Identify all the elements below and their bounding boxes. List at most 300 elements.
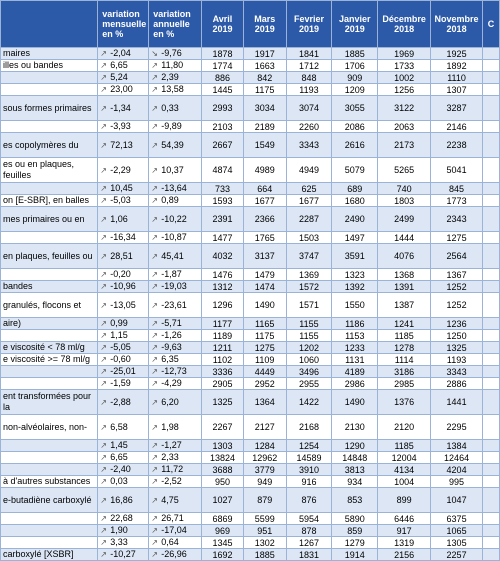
variation-mensuelle-cell — [98, 366, 149, 378]
header-month: Mars 2019 — [243, 1, 286, 48]
variation-value: 23,00 — [110, 84, 133, 94]
row-label: e-butadiène carboxylé — [1, 488, 98, 513]
variation-value: -12,73 — [161, 366, 187, 376]
cut-cell — [483, 269, 500, 281]
row-label — [1, 84, 98, 96]
cut-cell — [483, 244, 500, 269]
variation-value: -9,63 — [161, 342, 182, 352]
variation-mensuelle-cell — [98, 158, 149, 183]
row-label — [1, 378, 98, 390]
cut-cell — [483, 342, 500, 354]
trend-arrow-icon: ↗ — [100, 550, 107, 559]
value-cell: 1296 — [202, 293, 244, 318]
value-cell: 3813 — [332, 464, 378, 476]
value-cell: 2667 — [202, 133, 244, 158]
value-cell: 1692 — [202, 549, 244, 561]
value-cell: 1831 — [286, 549, 332, 561]
variation-value: -1,87 — [161, 269, 182, 279]
value-cell: 1677 — [286, 195, 332, 207]
value-cell: 1490 — [332, 390, 378, 415]
value-cell: 1476 — [202, 269, 244, 281]
table-row — [1, 537, 500, 549]
cut-cell — [483, 464, 500, 476]
variation-value: -1,26 — [161, 330, 182, 340]
trend-arrow-icon: ↗ — [100, 367, 107, 376]
value-cell: 1252 — [431, 281, 483, 293]
row-label: e viscosité >= 78 ml/g — [1, 354, 98, 366]
variation-value: 6,20 — [161, 396, 179, 407]
variation-annuelle-cell — [149, 244, 202, 269]
value-cell: 1211 — [202, 342, 244, 354]
variation-value: -10,22 — [161, 213, 187, 224]
value-cell: 2260 — [286, 121, 332, 133]
value-cell: 1917 — [243, 48, 286, 60]
variation-value: 72,13 — [110, 139, 133, 150]
variation-value: 1,15 — [110, 330, 128, 340]
header-month: Avril 2019 — [202, 1, 244, 48]
value-cell: 1193 — [286, 84, 332, 96]
value-cell: 2564 — [431, 244, 483, 269]
variation-annuelle-cell — [149, 84, 202, 96]
variation-value: 1,98 — [161, 421, 179, 432]
variation-annuelle-cell — [149, 342, 202, 354]
value-cell: 1549 — [243, 133, 286, 158]
variation-annuelle-cell — [149, 330, 202, 342]
value-cell: 1323 — [332, 269, 378, 281]
trend-arrow-icon: ↗ — [100, 379, 107, 388]
table-row — [1, 330, 500, 342]
table-body — [1, 48, 500, 561]
value-cell: 1914 — [332, 549, 378, 561]
trend-arrow-icon: ↗ — [100, 319, 107, 328]
header-variation-mensuelle: variation mensuelle en % — [98, 1, 149, 48]
value-cell: 2103 — [202, 121, 244, 133]
trend-arrow-icon: ↗ — [100, 477, 107, 486]
value-cell: 1593 — [202, 195, 244, 207]
value-cell: 3055 — [332, 96, 378, 121]
variation-value: -5,05 — [110, 342, 131, 352]
table-row — [1, 207, 500, 232]
value-cell: 934 — [332, 476, 378, 488]
value-cell: 2130 — [332, 415, 378, 440]
value-cell: 1392 — [332, 281, 378, 293]
value-cell: 1663 — [243, 60, 286, 72]
cut-cell — [483, 354, 500, 366]
value-cell: 3343 — [431, 366, 483, 378]
table-row — [1, 549, 500, 561]
table-row — [1, 354, 500, 366]
variation-value: -9,76 — [161, 48, 182, 58]
cut-cell — [483, 96, 500, 121]
value-cell: 3122 — [378, 96, 431, 121]
row-label — [1, 269, 98, 281]
row-label — [1, 464, 98, 476]
variation-value: -0,60 — [110, 354, 131, 364]
variation-value: 1,90 — [110, 525, 128, 535]
table-row — [1, 415, 500, 440]
value-cell: 1364 — [243, 390, 286, 415]
variation-value: 13,58 — [161, 84, 184, 94]
variation-value: 0,03 — [110, 476, 128, 486]
value-cell: 2120 — [378, 415, 431, 440]
value-cell: 14589 — [286, 452, 332, 464]
value-cell: 1279 — [332, 537, 378, 549]
variation-annuelle-cell — [149, 183, 202, 195]
value-cell: 2257 — [431, 549, 483, 561]
row-label: ent transformées pour la — [1, 390, 98, 415]
table-row — [1, 158, 500, 183]
row-label: es ou en plaques, feuilles — [1, 158, 98, 183]
variation-annuelle-cell — [149, 476, 202, 488]
row-label — [1, 440, 98, 452]
table-row — [1, 378, 500, 390]
value-cell: 3287 — [431, 96, 483, 121]
variation-annuelle-cell — [149, 281, 202, 293]
variation-annuelle-cell — [149, 207, 202, 232]
cut-cell — [483, 318, 500, 330]
variation-value: -10,27 — [110, 549, 136, 559]
value-cell: 1256 — [378, 84, 431, 96]
trend-arrow-icon: ↗ — [151, 465, 158, 474]
trend-arrow-icon: ↗ — [151, 526, 158, 535]
trend-arrow-icon: ↗ — [100, 397, 107, 407]
table-row — [1, 244, 500, 269]
value-cell: 1706 — [332, 60, 378, 72]
value-cell: 1445 — [202, 84, 244, 96]
value-cell: 1841 — [286, 48, 332, 60]
value-cell: 1278 — [378, 342, 431, 354]
value-cell: 1102 — [202, 354, 244, 366]
variation-value: 6,65 — [110, 452, 128, 462]
value-cell: 1369 — [286, 269, 332, 281]
variation-mensuelle-cell — [98, 378, 149, 390]
trend-arrow-icon: ↗ — [151, 453, 158, 462]
cut-cell — [483, 440, 500, 452]
row-label: sous formes primaires — [1, 96, 98, 121]
row-label — [1, 513, 98, 525]
trend-arrow-icon: ↗ — [100, 526, 107, 535]
value-cell: 1677 — [243, 195, 286, 207]
value-cell: 1185 — [378, 440, 431, 452]
variation-annuelle-cell — [149, 452, 202, 464]
variation-value: -1,59 — [110, 378, 131, 388]
table-row — [1, 293, 500, 318]
variation-value: -2,29 — [110, 164, 131, 175]
variation-value: 11,72 — [161, 464, 184, 474]
cut-cell — [483, 549, 500, 561]
row-label: bandes — [1, 281, 98, 293]
value-cell: 1307 — [431, 84, 483, 96]
trend-arrow-icon: ↗ — [100, 196, 107, 205]
row-label: es copolymères du — [1, 133, 98, 158]
trend-arrow-icon: ↗ — [151, 282, 158, 291]
variation-mensuelle-cell — [98, 133, 149, 158]
row-label: non-alvéolaires, non- — [1, 415, 98, 440]
variation-annuelle-cell — [149, 195, 202, 207]
value-cell: 1305 — [431, 537, 483, 549]
trend-arrow-icon: ↗ — [151, 550, 158, 559]
value-cell: 1027 — [202, 488, 244, 513]
cut-cell — [483, 488, 500, 513]
table-row — [1, 72, 500, 84]
variation-mensuelle-cell — [98, 195, 149, 207]
trend-arrow-icon: ↗ — [151, 73, 158, 82]
value-cell: 1155 — [286, 318, 332, 330]
value-cell: 2267 — [202, 415, 244, 440]
value-cell: 1680 — [332, 195, 378, 207]
variation-value: 2,33 — [161, 452, 179, 462]
trend-arrow-icon: ↗ — [151, 251, 158, 261]
value-cell: 1110 — [431, 72, 483, 84]
variation-annuelle-cell — [149, 415, 202, 440]
cut-cell — [483, 452, 500, 464]
variation-value: -2,40 — [110, 464, 131, 474]
variation-value: 6,58 — [110, 421, 128, 432]
table-row — [1, 342, 500, 354]
value-cell: 1250 — [431, 330, 483, 342]
value-cell: 1060 — [286, 354, 332, 366]
value-cell: 13824 — [202, 452, 244, 464]
value-cell: 5890 — [332, 513, 378, 525]
value-cell: 879 — [243, 488, 286, 513]
value-cell: 1712 — [286, 60, 332, 72]
value-cell: 3496 — [286, 366, 332, 378]
value-cell: 4949 — [286, 158, 332, 183]
value-cell: 1131 — [332, 354, 378, 366]
value-cell: 5599 — [243, 513, 286, 525]
row-label: carboxylé [XSBR] — [1, 549, 98, 561]
value-cell: 1065 — [431, 525, 483, 537]
cut-cell — [483, 330, 500, 342]
table-row — [1, 121, 500, 133]
trend-arrow-icon: ↗ — [100, 140, 107, 150]
value-cell: 2086 — [332, 121, 378, 133]
value-cell: 1004 — [378, 476, 431, 488]
row-label: e viscosité < 78 ml/g — [1, 342, 98, 354]
value-cell: 2499 — [378, 207, 431, 232]
trend-arrow-icon: ↗ — [100, 300, 107, 310]
table-row — [1, 133, 500, 158]
value-cell: 2127 — [243, 415, 286, 440]
variation-mensuelle-cell — [98, 269, 149, 281]
value-cell: 2952 — [243, 378, 286, 390]
variation-value: 0,64 — [161, 537, 179, 547]
variation-mensuelle-cell — [98, 96, 149, 121]
cut-cell — [483, 84, 500, 96]
value-cell: 886 — [202, 72, 244, 84]
value-cell: 733 — [202, 183, 244, 195]
value-cell: 5041 — [431, 158, 483, 183]
value-cell: 6446 — [378, 513, 431, 525]
header-label-cell — [1, 1, 98, 48]
variation-value: -3,93 — [110, 121, 131, 131]
value-cell: 1114 — [378, 354, 431, 366]
trend-arrow-icon: ↗ — [151, 61, 158, 70]
value-cell: 3779 — [243, 464, 286, 476]
variation-value: 26,71 — [161, 513, 184, 523]
value-cell: 1773 — [431, 195, 483, 207]
variation-mensuelle-cell — [98, 476, 149, 488]
value-cell: 951 — [243, 525, 286, 537]
value-cell: 1422 — [286, 390, 332, 415]
value-cell: 1925 — [431, 48, 483, 60]
value-cell: 4204 — [431, 464, 483, 476]
trend-arrow-icon: ↗ — [151, 343, 158, 352]
value-cell: 1177 — [202, 318, 244, 330]
table-row — [1, 390, 500, 415]
variation-mensuelle-cell — [98, 549, 149, 561]
value-cell: 6869 — [202, 513, 244, 525]
row-label: en plaques, feuilles ou — [1, 244, 98, 269]
cut-cell — [483, 390, 500, 415]
value-cell: 1969 — [378, 48, 431, 60]
variation-mensuelle-cell — [98, 342, 149, 354]
variation-value: -2,52 — [161, 476, 182, 486]
value-cell: 859 — [332, 525, 378, 537]
trend-arrow-icon: ↗ — [100, 49, 107, 58]
value-cell: 845 — [431, 183, 483, 195]
cut-cell — [483, 195, 500, 207]
trend-arrow-icon: ↗ — [100, 538, 107, 547]
value-cell: 950 — [202, 476, 244, 488]
variation-value: 3,33 — [110, 537, 128, 547]
value-cell: 1002 — [378, 72, 431, 84]
value-cell: 1444 — [378, 232, 431, 244]
variation-value: 2,39 — [161, 72, 179, 82]
variation-value: -5,03 — [110, 195, 131, 205]
table-row — [1, 183, 500, 195]
value-cell: 3336 — [202, 366, 244, 378]
value-cell: 3747 — [286, 244, 332, 269]
variation-annuelle-cell — [149, 390, 202, 415]
variation-value: 45,41 — [161, 250, 184, 261]
value-cell: 1774 — [202, 60, 244, 72]
trend-arrow-icon: ↗ — [100, 355, 107, 364]
trend-arrow-icon: ↗ — [151, 331, 158, 340]
value-cell: 2146 — [431, 121, 483, 133]
value-cell: 1165 — [243, 318, 286, 330]
variation-annuelle-cell — [149, 133, 202, 158]
variation-annuelle-cell — [149, 121, 202, 133]
value-cell: 909 — [332, 72, 378, 84]
variation-mensuelle-cell — [98, 440, 149, 452]
value-cell: 1319 — [378, 537, 431, 549]
variation-annuelle-cell — [149, 537, 202, 549]
value-cell: 1047 — [431, 488, 483, 513]
variation-annuelle-cell — [149, 293, 202, 318]
trend-arrow-icon: ↗ — [151, 85, 158, 94]
variation-mensuelle-cell — [98, 488, 149, 513]
value-cell: 3910 — [286, 464, 332, 476]
value-cell: 1302 — [243, 537, 286, 549]
variation-annuelle-cell — [149, 269, 202, 281]
table-row — [1, 513, 500, 525]
value-cell: 1384 — [431, 440, 483, 452]
trend-arrow-icon: ↘ — [151, 49, 158, 58]
table-row — [1, 318, 500, 330]
variation-annuelle-cell — [149, 60, 202, 72]
value-cell: 1303 — [202, 440, 244, 452]
variation-annuelle-cell — [149, 96, 202, 121]
trend-arrow-icon: ↗ — [100, 453, 107, 462]
variation-value: -13,64 — [161, 183, 187, 193]
cut-cell — [483, 133, 500, 158]
variation-value: -1,34 — [110, 102, 131, 113]
row-label: granulés, flocons et — [1, 293, 98, 318]
variation-value: -10,96 — [110, 281, 136, 291]
variation-annuelle-cell — [149, 48, 202, 60]
value-cell: 1441 — [431, 390, 483, 415]
variation-annuelle-cell — [149, 318, 202, 330]
row-label: mes primaires ou en — [1, 207, 98, 232]
variation-annuelle-cell — [149, 232, 202, 244]
value-cell: 1368 — [378, 269, 431, 281]
variation-mensuelle-cell — [98, 48, 149, 60]
variation-value: -4,29 — [161, 378, 182, 388]
table-row — [1, 195, 500, 207]
variation-value: 1,06 — [110, 213, 128, 224]
trend-arrow-icon: ↗ — [100, 270, 107, 279]
value-cell: 876 — [286, 488, 332, 513]
value-cell: 1186 — [332, 318, 378, 330]
table-row — [1, 366, 500, 378]
variation-mensuelle-cell — [98, 72, 149, 84]
value-cell: 1765 — [243, 232, 286, 244]
cut-cell — [483, 293, 500, 318]
row-label — [1, 232, 98, 244]
value-cell: 740 — [378, 183, 431, 195]
value-cell: 1155 — [286, 330, 332, 342]
trend-arrow-icon: ↗ — [151, 379, 158, 388]
value-cell: 2238 — [431, 133, 483, 158]
value-cell: 3591 — [332, 244, 378, 269]
header-row — [1, 1, 500, 48]
variation-mensuelle-cell — [98, 84, 149, 96]
cut-cell — [483, 121, 500, 133]
value-cell: 1503 — [286, 232, 332, 244]
value-cell: 1571 — [286, 293, 332, 318]
variation-value: 28,51 — [110, 250, 133, 261]
row-label — [1, 330, 98, 342]
cut-cell — [483, 513, 500, 525]
variation-value: 16,86 — [110, 494, 133, 505]
value-cell: 1878 — [202, 48, 244, 60]
cut-cell — [483, 207, 500, 232]
cut-cell — [483, 525, 500, 537]
trend-arrow-icon: ↗ — [151, 165, 158, 175]
row-label — [1, 72, 98, 84]
table-row — [1, 96, 500, 121]
value-cell: 3137 — [243, 244, 286, 269]
trend-arrow-icon: ↗ — [151, 495, 158, 505]
variation-annuelle-cell — [149, 464, 202, 476]
variation-value: 1,45 — [110, 440, 128, 450]
value-cell: 1325 — [431, 342, 483, 354]
variation-mensuelle-cell — [98, 464, 149, 476]
trend-arrow-icon: ↗ — [151, 514, 158, 523]
trend-arrow-icon: ↗ — [151, 103, 158, 113]
table-row — [1, 48, 500, 60]
value-cell: 4134 — [378, 464, 431, 476]
row-label: à d'autres substances — [1, 476, 98, 488]
variation-value: 10,45 — [110, 183, 133, 193]
variation-value: -2,88 — [110, 396, 131, 407]
value-cell: 14848 — [332, 452, 378, 464]
row-label: maires — [1, 48, 98, 60]
cut-cell — [483, 232, 500, 244]
value-cell: 1241 — [378, 318, 431, 330]
cut-cell — [483, 537, 500, 549]
